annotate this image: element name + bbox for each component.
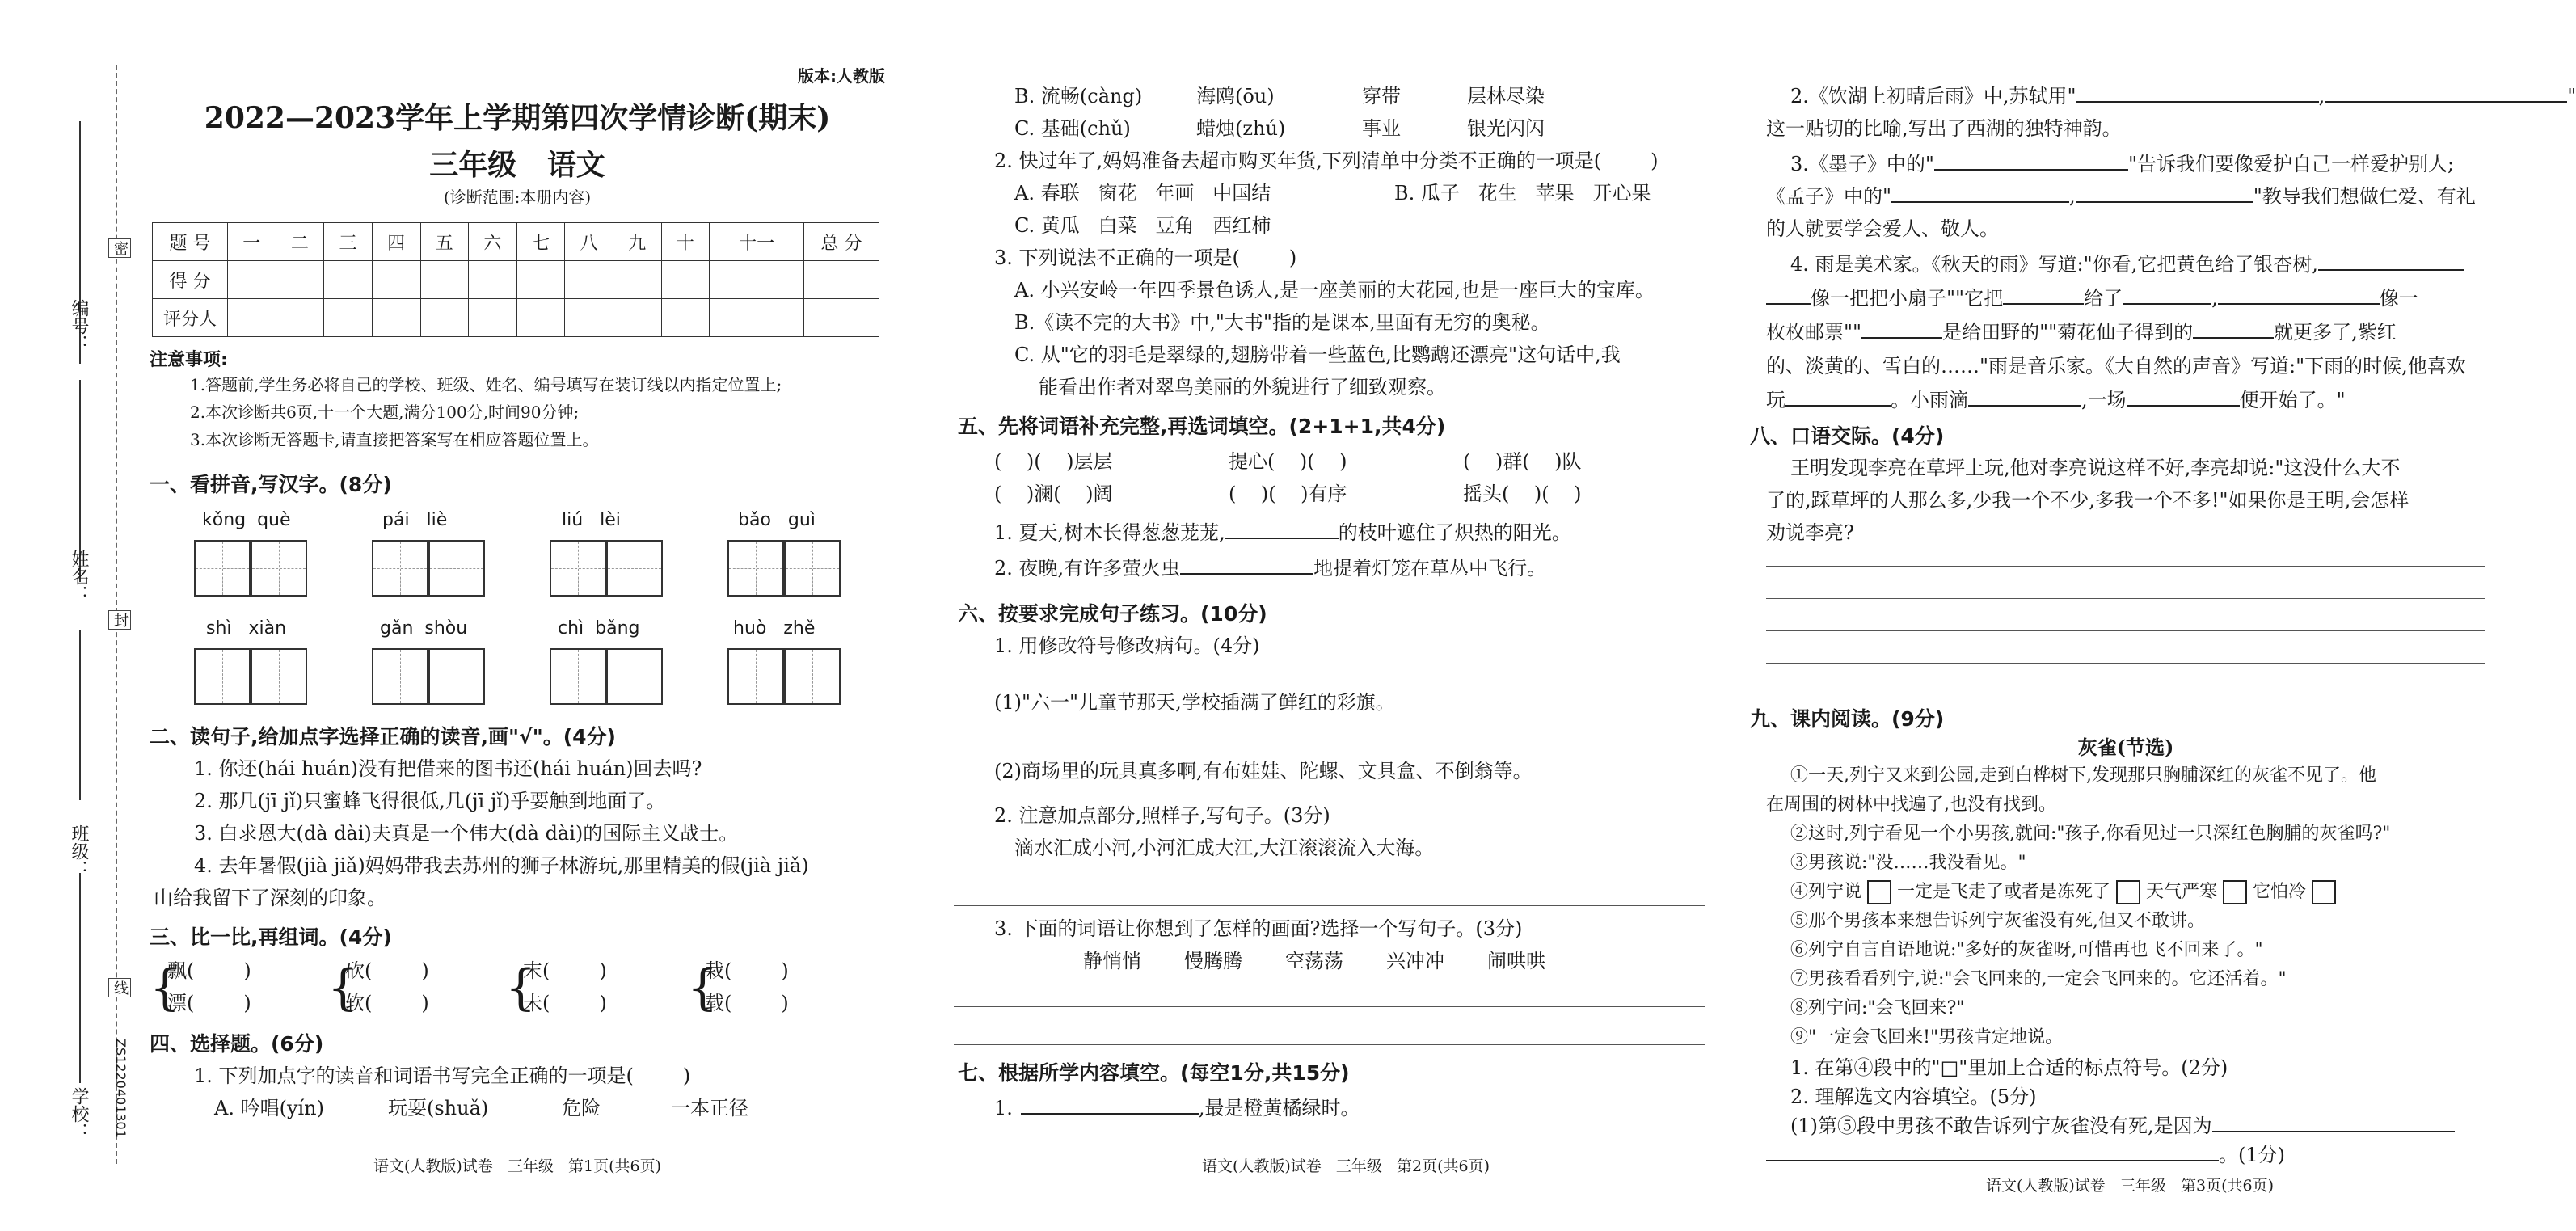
pinyin-label: kǒng què — [202, 510, 291, 530]
word-chip: 空荡荡 — [1285, 950, 1343, 972]
passage-text: 它怕冷 — [2253, 882, 2307, 902]
passage-line: 劝说李亮? — [1766, 521, 1854, 544]
score-header: 题 号 — [153, 223, 228, 261]
section-4-title: 四、选择题。(6分) — [150, 1032, 324, 1056]
score-cell[interactable] — [804, 299, 879, 337]
score-cell[interactable] — [324, 299, 373, 337]
option: 能看出作者对翠鸟美丽的外貌进行了细致观察。 — [1039, 376, 1446, 398]
question-text: 1. 夏天,树木长得葱葱茏茏, — [994, 521, 1225, 544]
score-header: 十 — [661, 223, 710, 261]
question-text: ,最是橙黄橘绿时。 — [1198, 1097, 1360, 1119]
notes-title: 注意事项: — [150, 350, 228, 370]
question-item — [994, 1093, 1360, 1123]
question-item: 1. 在第④段中的"□"里加上合适的标点符号。(2分) — [1790, 1056, 2228, 1079]
answer-blank[interactable] — [1766, 284, 1811, 305]
question-text: 3.《墨子》中的" — [1790, 153, 1934, 175]
seal-mark: 封 — [108, 610, 131, 630]
question-item: 3. 下面的词语让你想到了怎样的画面?选择一个写句子。(3分) — [994, 917, 1523, 940]
pinyin-label: huò zhě — [733, 618, 816, 639]
answer-blank[interactable] — [1180, 554, 1313, 575]
option: 玩耍(shuǎ) — [388, 1097, 489, 1119]
pinyin-label: chì bǎng — [558, 618, 640, 639]
answer-blank[interactable] — [2218, 284, 2380, 305]
section-1-title: 一、看拼音,写汉字。(8分) — [150, 473, 392, 496]
question-text: 2.《饮湖上初晴后雨》中,苏轼用" — [1790, 85, 2076, 108]
question-text: " — [2567, 85, 2576, 108]
score-cell[interactable] — [661, 261, 710, 299]
section-3-title: 三、比一比,再组词。(4分) — [150, 925, 392, 949]
exam-title: 2022—2023学年上学期第四次学情诊断(期末) — [204, 101, 831, 135]
score-cell[interactable] — [804, 261, 879, 299]
question-text: 的枝叶遮住了炽热的阳光。 — [1338, 521, 1571, 544]
note-item: 3.本次诊断无答题卡,请直接把答案写在相应答题位置上。 — [190, 430, 599, 449]
question-item: 2. 那几(jī jǐ)只蜜蜂飞得很低,几(jī jǐ)乎要触到地面了。 — [194, 790, 666, 812]
compare-word: 软( ) — [345, 992, 429, 1014]
question-item: 3. 白求恩大(dà dài)夫真是一个伟大(dà dài)的国际主义战士。 — [194, 822, 739, 845]
option: C. 黄瓜 白菜 豆角 西红柿 — [1014, 214, 1271, 237]
question-item — [1766, 283, 2418, 314]
brace: { — [505, 959, 537, 1016]
question-item — [1766, 181, 2476, 212]
writing-box[interactable] — [727, 540, 784, 597]
question-text: 就更多了,紫红 — [2274, 321, 2397, 344]
question-text: 玩 — [1766, 389, 1785, 411]
note-item: 2.本次诊断共6页,十一个大题,满分100分,时间90分钟; — [190, 403, 580, 422]
score-cell[interactable] — [613, 261, 662, 299]
writing-box[interactable] — [194, 540, 251, 597]
passage-text: 天气严寒 — [2146, 882, 2218, 902]
question-item — [994, 517, 1571, 548]
compare-word: 未( ) — [523, 992, 607, 1014]
question-item — [1766, 385, 2346, 415]
answer-blank[interactable] — [1766, 1140, 2219, 1161]
option: A. 小兴安岭一年四季景色诱人,是一座美丽的大花园,也是一座巨大的宝库。 — [1014, 279, 1655, 301]
option: 银光闪闪 — [1467, 117, 1545, 140]
class-label: 班级： — [69, 824, 89, 878]
question-item — [994, 553, 1546, 584]
answer-blank[interactable] — [2003, 284, 2084, 305]
pinyin-label: liú lèi — [562, 510, 621, 530]
question-item — [1766, 317, 2397, 348]
score-cell[interactable] — [228, 261, 276, 299]
fill-word: ( )群( )队 — [1463, 450, 1582, 473]
score-header: 一 — [228, 223, 276, 261]
question-item: 的人就要学会爱人、敬人。 — [1766, 217, 1999, 240]
answer-blank[interactable] — [1934, 150, 2128, 171]
score-cell[interactable] — [420, 299, 469, 337]
writing-box[interactable] — [428, 648, 485, 705]
passage-line: 了的,踩草坪的人那么多,少我一个不少,多我一个不多!"如果你是王明,会怎样 — [1766, 489, 2409, 512]
question-text: 像一把把小扇子""它把 — [1811, 287, 2004, 310]
question-text: 。(1分) — [2219, 1144, 2285, 1166]
edition: 版本:人教版 — [798, 66, 885, 86]
question-text: 4. 雨是美术家。《秋天的雨》写道:"你看,它把黄色给了银杏树, — [1790, 253, 2318, 276]
word-chip: 慢腾腾 — [1184, 950, 1242, 972]
question-text: 像一 — [2379, 287, 2418, 310]
question-text: 1. — [994, 1097, 1013, 1119]
question-text: 给了 — [2084, 287, 2123, 310]
option: B. 瓜子 花生 苹果 开心果 — [1394, 182, 1651, 204]
score-header: 三 — [324, 223, 373, 261]
exam-scope: (诊断范围:本册内容) — [443, 188, 592, 207]
question-text: , — [2211, 287, 2218, 310]
answer-line[interactable] — [1766, 630, 2485, 631]
answer-line[interactable] — [1766, 663, 2485, 664]
id-label: 编号： — [69, 299, 89, 352]
score-header: 四 — [372, 223, 420, 261]
question-text: (1)第⑤段中男孩不敢告诉列宁灰雀没有死,是因为 — [1790, 1115, 2212, 1137]
passage-line: ③男孩说:"没……我没看见。" — [1790, 853, 2026, 873]
question-item: (2)商场里的玩具真多啊,有布娃娃、陀螺、文具盒、不倒翁等。 — [994, 760, 1533, 782]
score-cell[interactable] — [276, 261, 324, 299]
question-text: 。小雨滴 — [1891, 389, 1968, 411]
answer-blank[interactable] — [1225, 518, 1339, 539]
score-cell[interactable] — [324, 261, 373, 299]
score-cell[interactable] — [469, 299, 517, 337]
question-item: 4. 去年暑假(jià jiǎ)妈妈带我去苏州的狮子林游玩,那里精美的假(jià jiǎ) — [194, 854, 809, 877]
paper-code: ZS1220401301 — [113, 1039, 129, 1138]
fill-word: 摇头( )( ) — [1463, 483, 1582, 505]
fill-line — [79, 630, 81, 800]
answer-blank[interactable] — [1785, 386, 1891, 407]
writing-box[interactable] — [251, 540, 307, 597]
score-cell[interactable] — [372, 261, 420, 299]
answer-blank[interactable] — [1861, 318, 1942, 339]
score-row-label: 得 分 — [153, 261, 228, 299]
score-header: 九 — [613, 223, 662, 261]
page-1 — [150, 48, 885, 1180]
fill-word: ( )( )层层 — [994, 450, 1113, 473]
question-item: 1. 下列加点字的读音和词语书写完全正确的一项是( ) — [194, 1064, 691, 1087]
score-cell[interactable] — [420, 261, 469, 299]
pinyin-label: bǎo guì — [738, 510, 816, 530]
question-item: 这一贴切的比喻,写出了西湖的独特神韵。 — [1766, 117, 2122, 140]
answer-line[interactable] — [954, 905, 1705, 906]
writing-box[interactable] — [784, 540, 841, 597]
writing-box[interactable] — [372, 540, 428, 597]
score-cell[interactable] — [661, 299, 710, 337]
question-text: 2. 夜晚,有许多萤火虫 — [994, 557, 1181, 580]
question-item: 1. 用修改符号修改病句。(4分) — [994, 634, 1260, 657]
question-item: 2. 快过年了,妈妈准备去超市购买年货,下列清单中分类不正确的一项是( ) — [994, 150, 1659, 172]
option: C. 从"它的羽毛是翠绿的,翅膀带着一些蓝色,比鹦鹉还漂亮"这句话中,我 — [1014, 344, 1621, 366]
score-cell[interactable] — [613, 299, 662, 337]
section-9-title: 九、课内阅读。(9分) — [1750, 707, 1945, 731]
question-item: 1. 你还(hái huán)没有把借来的图书还(hái huán)回去吗? — [194, 757, 702, 780]
pinyin-label: shì xiàn — [206, 618, 287, 639]
score-cell[interactable] — [469, 261, 517, 299]
fill-line — [79, 873, 81, 1083]
score-header: 十一 — [710, 223, 804, 261]
word-chip: 闹哄哄 — [1487, 950, 1545, 972]
score-cell[interactable] — [710, 299, 804, 337]
option: C. 基础(chǔ) — [1014, 117, 1131, 140]
score-table — [152, 222, 879, 337]
fill-word: ( )澜( )阔 — [994, 483, 1113, 505]
score-header: 七 — [516, 223, 565, 261]
page-3 — [1750, 48, 2576, 1195]
answer-blank[interactable] — [2123, 284, 2211, 305]
brace: { — [687, 959, 719, 1016]
school-label: 学校： — [69, 1087, 89, 1140]
question-text: "教导我们想做仁爱、有礼 — [2253, 185, 2476, 208]
passage-line: ⑦男孩看看列宁,说:"会飞回来的,一定会飞回来的。它还活着。" — [1790, 969, 2287, 989]
passage-line: ⑧列宁问:"会飞回来?" — [1790, 998, 1965, 1018]
answer-blank[interactable] — [2325, 82, 2567, 103]
word-chip: 兴冲冲 — [1386, 950, 1444, 972]
score-cell[interactable] — [516, 299, 565, 337]
passage-line: ②这时,列宁看见一个小男孩,就问:"孩子,你看见过一只深红色胸脯的灰雀吗?" — [1790, 824, 2391, 844]
writing-box[interactable] — [606, 648, 663, 705]
passage-line: 在周围的树林中找遍了,也没有找到。 — [1766, 795, 2056, 815]
compare-word: 砍( ) — [345, 959, 429, 982]
question-item — [1790, 249, 2464, 280]
section-6-title: 六、按要求完成句子练习。(10分) — [958, 602, 1267, 626]
question-item — [1790, 81, 2576, 112]
page-2 — [958, 48, 1701, 1180]
section-5-title: 五、先将词语补充完整,再选词填空。(2+1+1,共4分) — [958, 415, 1446, 438]
brace: { — [150, 959, 181, 1016]
answer-blank[interactable] — [1891, 182, 2069, 203]
exam-subtitle: 三年级 语文 — [429, 148, 605, 182]
option: 海鸥(ōu) — [1196, 85, 1275, 108]
option: 蜡烛(zhú) — [1196, 117, 1286, 140]
punctuation-box[interactable] — [2223, 880, 2247, 904]
question-text: , — [2318, 85, 2325, 108]
answer-blank[interactable] — [2193, 318, 2274, 339]
score-cell[interactable] — [565, 261, 613, 299]
question-text: 《孟子》中的" — [1766, 185, 1892, 208]
score-header: 总 分 — [804, 223, 879, 261]
question-item — [1790, 1111, 2455, 1141]
passage-line: ⑤那个男孩本来想告诉列宁灰雀没有死,但又不敢讲。 — [1790, 911, 2205, 931]
fill-word: 提心( )( ) — [1229, 450, 1347, 473]
option: 事业 — [1362, 117, 1401, 140]
writing-box[interactable] — [606, 540, 663, 597]
brace: { — [327, 959, 359, 1016]
writing-box[interactable] — [727, 648, 784, 705]
score-cell[interactable] — [228, 299, 276, 337]
answer-blank[interactable] — [2127, 386, 2240, 407]
fill-word: ( )( )有序 — [1229, 483, 1347, 505]
passage-line: 王明发现李亮在草坪上玩,他对李亮说这样不好,李亮却说:"这没什么大不 — [1790, 457, 2401, 479]
score-header: 二 — [276, 223, 324, 261]
question-text: , — [2069, 185, 2076, 208]
question-item: 3. 下列说法不正确的一项是( ) — [994, 247, 1297, 269]
punctuation-box[interactable] — [2312, 880, 2336, 904]
option: B. 流畅(càng) — [1014, 85, 1143, 108]
answer-blank[interactable] — [1968, 386, 2081, 407]
pinyin-label: pái liè — [382, 510, 448, 530]
passage-line: ⑨"一定会飞回来!"男孩肯定地说。 — [1790, 1027, 2064, 1048]
score-row-label: 评分人 — [153, 299, 228, 337]
option: B.《读不完的大书》中,"大书"指的是课本,里面有无穷的奥秘。 — [1014, 311, 1550, 334]
passage-text: ④列宁说 — [1790, 882, 1862, 902]
question-item: 2. 注意加点部分,照样子,写句子。(3分) — [994, 804, 1330, 827]
passage-title: 灰雀(节选) — [2077, 736, 2174, 759]
question-item: 山给我留下了深刻的印象。 — [154, 887, 386, 909]
punctuation-box[interactable] — [2116, 880, 2140, 904]
score-cell[interactable] — [276, 299, 324, 337]
writing-box[interactable] — [784, 648, 841, 705]
section-2-title: 二、读句子,给加点字选择正确的读音,画"√"。(4分) — [150, 725, 616, 748]
compare-word: 载( ) — [705, 992, 789, 1014]
page-footer: 语文(人教版)试卷 三年级 第2页(共6页) — [1201, 1157, 1490, 1175]
compare-word: 飘( ) — [167, 959, 251, 982]
answer-blank[interactable] — [2076, 182, 2253, 203]
question-item — [1766, 1140, 2285, 1170]
answer-line[interactable] — [1766, 598, 2485, 599]
page-footer: 语文(人教版)试卷 三年级 第3页(共6页) — [1985, 1177, 2275, 1195]
score-cell[interactable] — [516, 261, 565, 299]
answer-line[interactable] — [1766, 566, 2485, 567]
answer-blank[interactable] — [2212, 1111, 2455, 1132]
section-7-title: 七、根据所学内容填空。(每空1分,共15分) — [958, 1061, 1350, 1085]
score-cell[interactable] — [710, 261, 804, 299]
score-cell[interactable] — [372, 299, 420, 337]
answer-blank[interactable] — [1021, 1094, 1199, 1115]
seal-mark: 密 — [108, 238, 131, 258]
question-item — [1790, 149, 2454, 179]
compare-word: 漂( ) — [167, 992, 251, 1014]
example-sentence: 滴水汇成小河,小河汇成大江,大江滚滚流入大海。 — [1014, 837, 1435, 859]
question-text: 枚枚邮票"" — [1766, 321, 1862, 344]
score-header: 六 — [469, 223, 517, 261]
passage-line: ①一天,列宁又来到公园,走到白桦树下,发现那只胸脯深红的灰雀不见了。他 — [1790, 765, 2376, 786]
pinyin-label: gǎn shòu — [380, 618, 468, 639]
note-item: 1.答题前,学生务必将自己的学校、班级、姓名、编号填写在装订线以内指定位置上; — [190, 375, 782, 394]
question-item: 的、淡黄的、雪白的……"雨是音乐家。《大自然的声音》写道:"下雨的时候,他喜欢 — [1766, 355, 2466, 377]
section-8-title: 八、口语交际。(4分) — [1750, 424, 1945, 448]
compare-word: 末( ) — [523, 959, 607, 982]
passage-text: 一定是飞走了或者是冻死了 — [1897, 882, 2111, 902]
question-item: (1)"六一"儿童节那天,学校插满了鲜红的彩旗。 — [994, 691, 1395, 714]
passage-line — [1790, 878, 2336, 906]
answer-blank[interactable] — [2318, 250, 2464, 271]
writing-box[interactable] — [550, 648, 606, 705]
question-text: 地提着灯笼在草丛中飞行。 — [1313, 557, 1547, 580]
score-header: 八 — [565, 223, 613, 261]
answer-line[interactable] — [954, 1044, 1705, 1045]
question-item: 2. 理解选文内容填空。(5分) — [1790, 1086, 2037, 1108]
score-header: 五 — [420, 223, 469, 261]
writing-box[interactable] — [372, 648, 428, 705]
question-text: 是给田野的""菊花仙子得到的 — [1942, 321, 2194, 344]
option: 危险 — [562, 1097, 601, 1119]
word-chip: 静悄悄 — [1083, 950, 1141, 972]
answer-blank[interactable] — [2076, 82, 2319, 103]
passage-line: ⑥列宁自言自语地说:"多好的灰雀呀,可惜再也飞不回来了。" — [1790, 940, 2263, 960]
option: A. 春联 窗花 年画 中国结 — [1014, 182, 1271, 204]
writing-box[interactable] — [550, 540, 606, 597]
question-text: 便开始了。" — [2239, 389, 2346, 411]
punctuation-box[interactable] — [1867, 880, 1891, 904]
option: 穿带 — [1362, 85, 1401, 108]
writing-box[interactable] — [251, 648, 307, 705]
name-label: 姓名： — [69, 550, 89, 603]
answer-line[interactable] — [954, 1006, 1705, 1007]
question-text: ,一场 — [2081, 389, 2127, 411]
seal-mark: 线 — [108, 978, 131, 997]
writing-box[interactable] — [428, 540, 485, 597]
writing-box[interactable] — [194, 648, 251, 705]
compare-word: 栽( ) — [705, 959, 789, 982]
option: A. 吟唱(yín) — [214, 1097, 325, 1119]
option: 层林尽染 — [1467, 85, 1545, 108]
option: 一本正径 — [671, 1097, 748, 1119]
page-footer: 语文(人教版)试卷 三年级 第1页(共6页) — [373, 1157, 662, 1175]
question-text: "告诉我们要像爱护自己一样爱护别人; — [2127, 153, 2455, 175]
score-cell[interactable] — [565, 299, 613, 337]
